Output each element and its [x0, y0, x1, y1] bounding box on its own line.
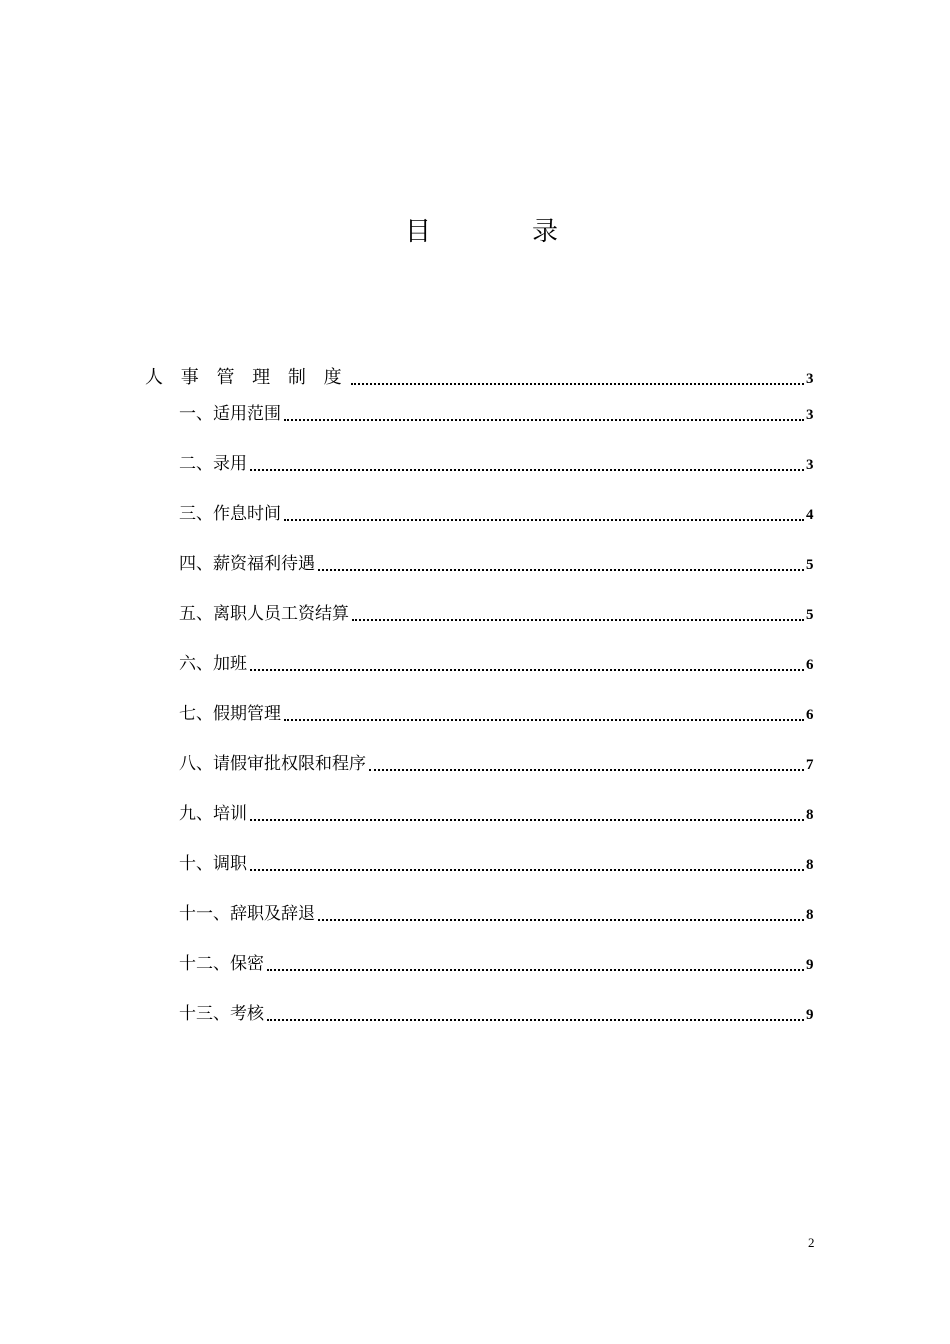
toc-entry[interactable]	[179, 648, 820, 676]
toc-entry-label: 八、请假审批权限和程序	[179, 754, 366, 774]
toc-entry-page: 3	[806, 371, 814, 387]
toc-leader-dots	[284, 719, 804, 721]
toc-entry[interactable]	[179, 998, 820, 1026]
toc-entry-page: 9	[806, 957, 814, 973]
toc-entry[interactable]	[179, 498, 820, 526]
toc-entry-label: 五、离职人员工资结算	[179, 604, 349, 624]
toc-entry-label: 七、假期管理	[179, 704, 281, 724]
toc-leader-dots	[267, 1019, 804, 1021]
toc-entry-page: 7	[806, 757, 814, 773]
toc-entry-page: 3	[806, 457, 814, 473]
toc-entry-label: 十三、考核	[179, 1004, 264, 1024]
toc-entry[interactable]	[179, 948, 820, 976]
toc-entry-page: 8	[806, 857, 814, 873]
toc-entry-label: 十二、保密	[179, 954, 264, 974]
toc-entry-page: 3	[806, 407, 814, 423]
toc-entry[interactable]	[179, 898, 820, 926]
toc-leader-dots	[250, 869, 804, 871]
toc-leader-dots	[267, 969, 804, 971]
toc-leader-dots	[250, 669, 804, 671]
toc-leader-dots	[352, 619, 804, 621]
toc-leader-dots	[351, 383, 804, 385]
page-title-char-2: 录	[532, 217, 559, 247]
footer-page-number: 2	[808, 1235, 815, 1250]
toc-entry[interactable]	[179, 448, 820, 476]
toc-leader-dots	[318, 919, 804, 921]
toc-entry-page: 6	[806, 657, 814, 673]
toc-entry-page: 9	[806, 1007, 814, 1023]
toc-entry-page: 5	[806, 607, 814, 623]
toc-entry[interactable]	[179, 698, 820, 726]
toc-entry-label: 二、录用	[179, 454, 247, 474]
toc-entry-label: 人 事 管 理 制 度	[145, 367, 348, 388]
toc-leader-dots	[284, 519, 804, 521]
toc-entry[interactable]	[179, 748, 820, 776]
toc-leader-dots	[369, 769, 804, 771]
toc-entry-label: 九、培训	[179, 804, 247, 824]
toc-entry-label: 四、薪资福利待遇	[179, 554, 315, 574]
toc-leader-dots	[318, 569, 804, 571]
toc-entry-label: 一、适用范围	[179, 404, 281, 424]
page-title-char-1: 目	[405, 217, 432, 247]
toc-entry-label: 十一、辞职及辞退	[179, 904, 315, 924]
toc-entry[interactable]	[179, 598, 820, 626]
toc-entry-page: 4	[806, 507, 814, 523]
toc-entry[interactable]	[179, 548, 820, 576]
toc-entry-label: 六、加班	[179, 654, 247, 674]
toc-leader-dots	[250, 469, 804, 471]
toc-entry[interactable]	[145, 362, 820, 390]
toc-entry[interactable]	[179, 848, 820, 876]
toc-entry-page: 6	[806, 707, 814, 723]
toc-entry-page: 5	[806, 557, 814, 573]
toc-entry-label: 三、作息时间	[179, 504, 281, 524]
toc-entry[interactable]	[179, 398, 820, 426]
toc-leader-dots	[284, 419, 804, 421]
toc-leader-dots	[250, 819, 804, 821]
toc-entry-page: 8	[806, 807, 814, 823]
toc-entry[interactable]	[179, 798, 820, 826]
toc-entry-label: 十、调职	[179, 854, 247, 874]
toc-entry-page: 8	[806, 907, 814, 923]
